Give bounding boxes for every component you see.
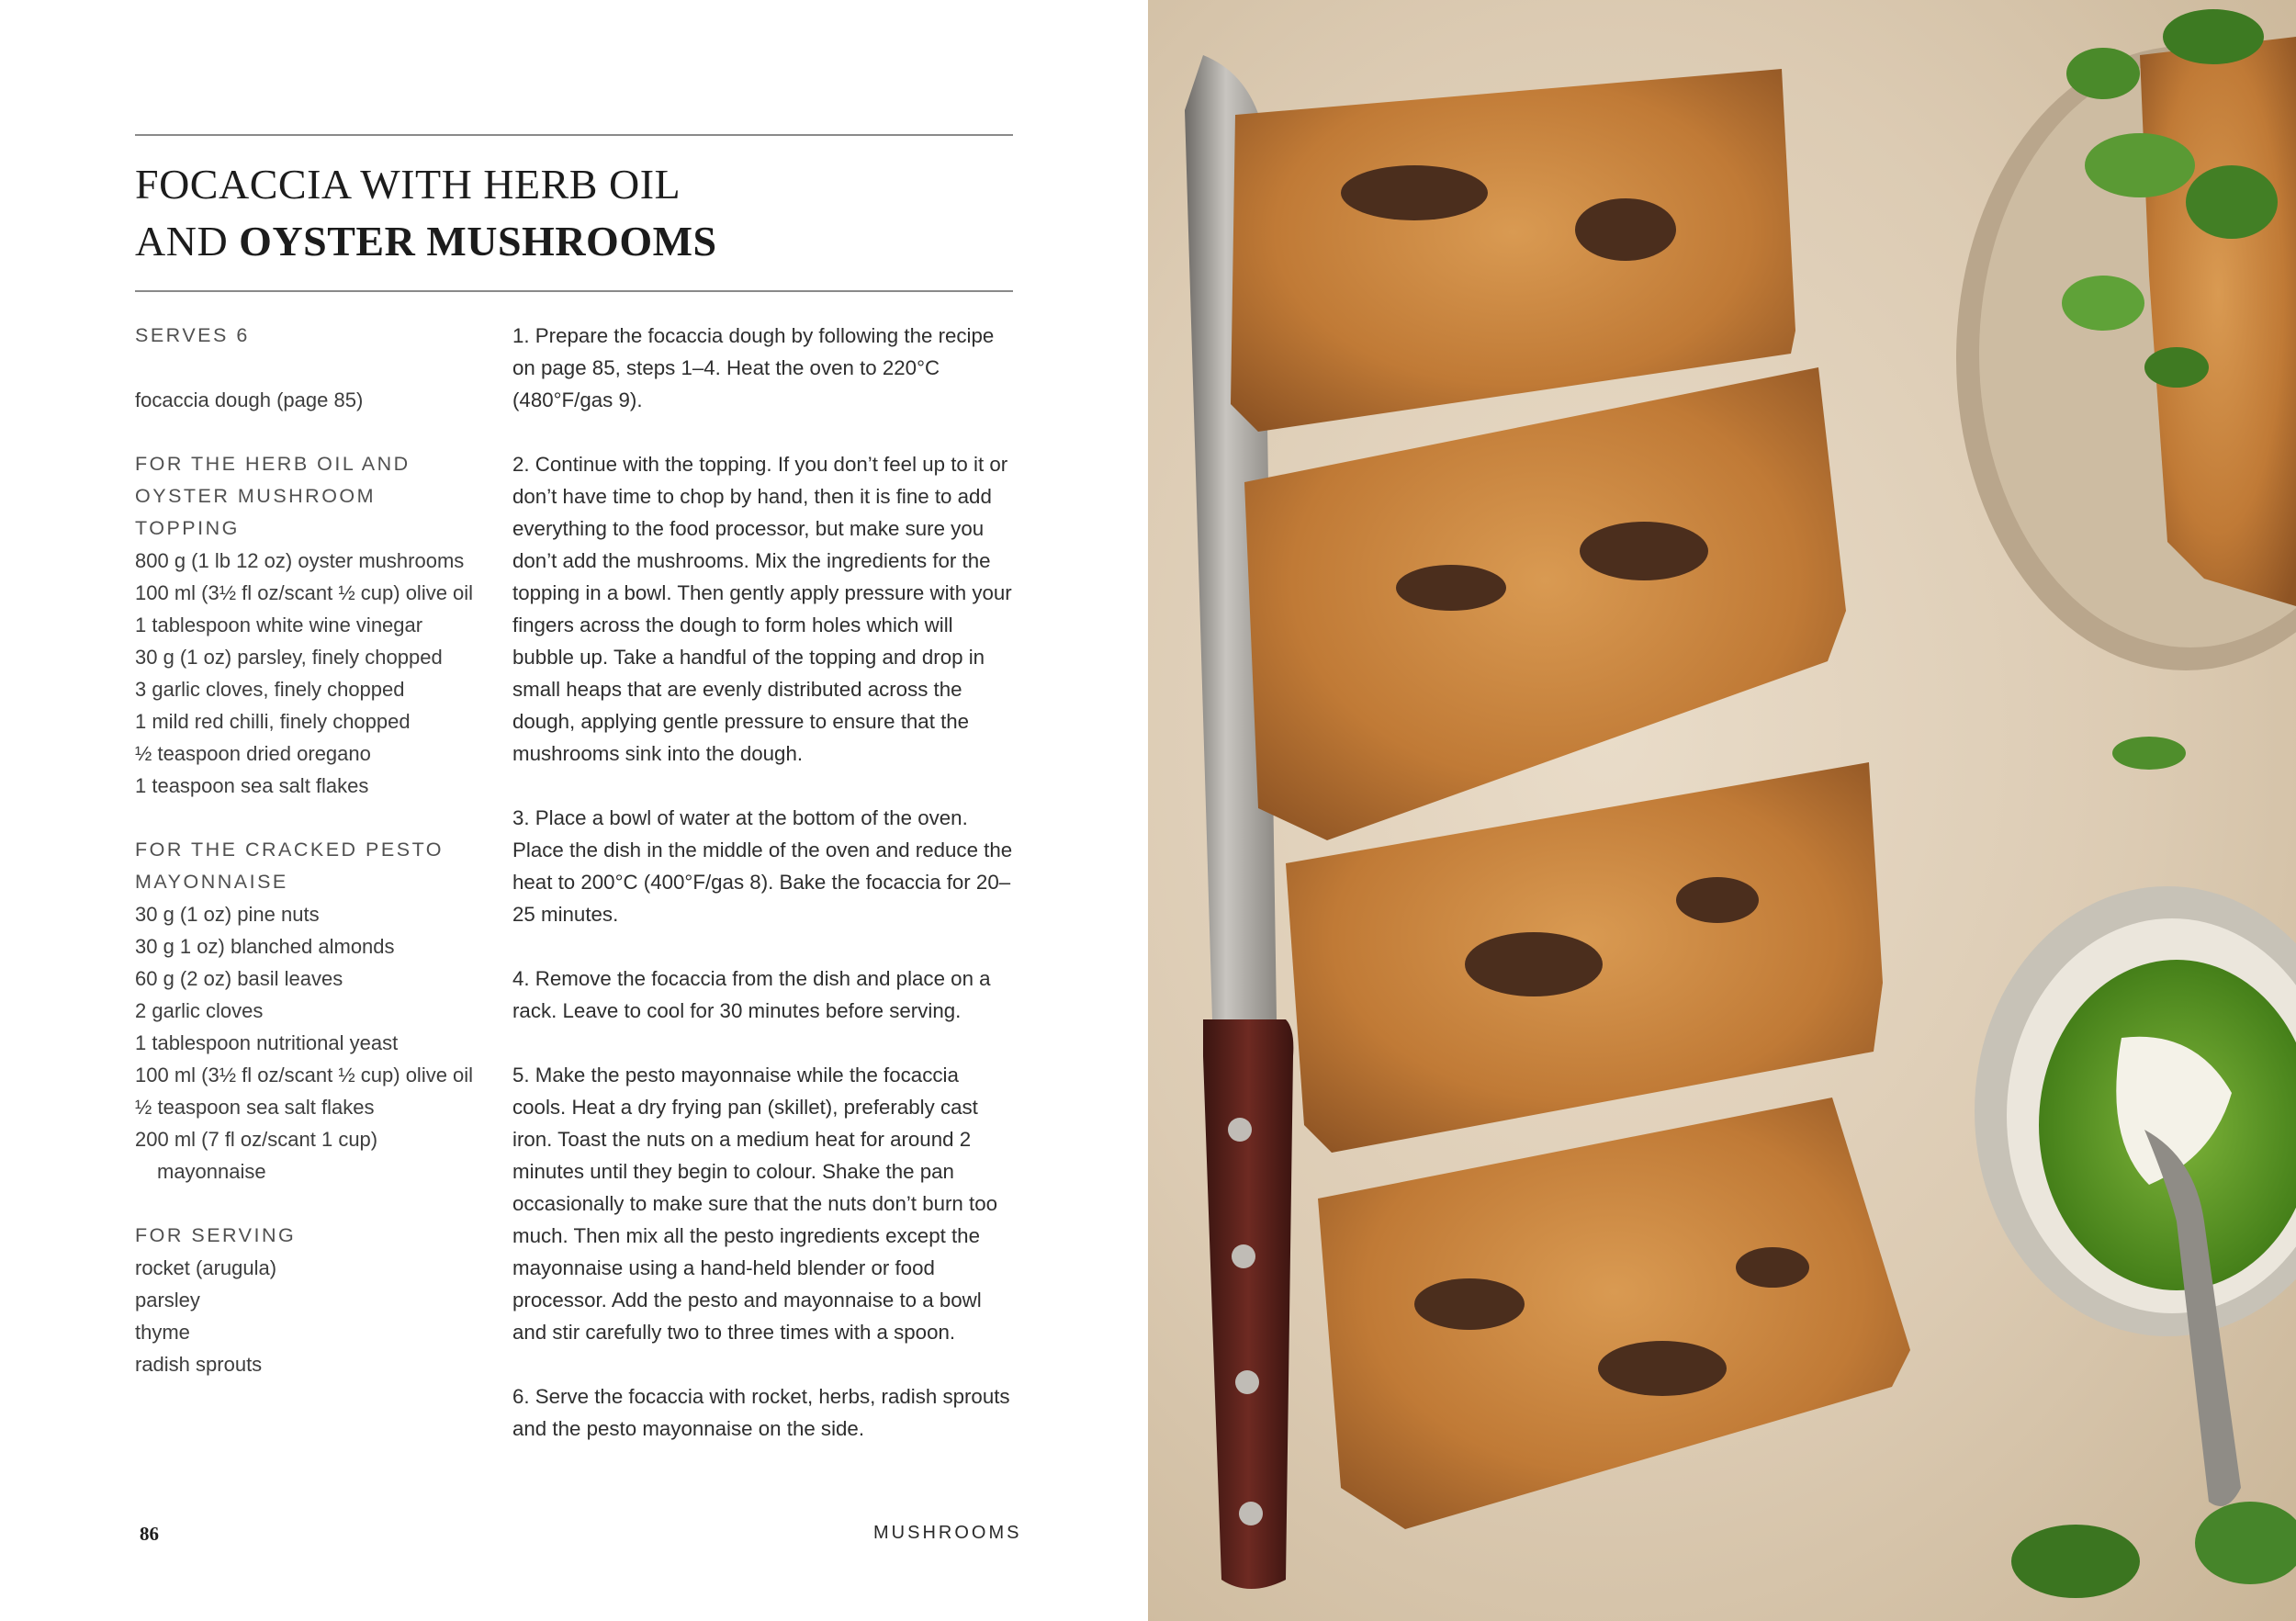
ingredient-item: 30 g (1 oz) parsley, finely chopped [135,646,443,669]
pesto-bowl [1975,886,2296,1506]
method-step: 4. Remove the focaccia from the dish and place on a rack. Leave to cool for 30 minutes before serving. [512,967,991,1022]
title-line-1: FOCACCIA WITH HERB OIL [135,161,681,208]
ingredient-item: 100 ml (3½ fl oz/scant ½ cup) olive oil [135,1064,474,1086]
ingredient-item: 3 garlic cloves, finely chopped [135,678,405,701]
ingredients-column [135,320,484,1380]
ingredient-item: 1 mild red chilli, finely chopped [135,710,411,733]
ingredient-item: rocket (arugula) [135,1256,277,1279]
ingredient-item: parsley [135,1289,200,1311]
ingredient-section-heading: FOR SERVING [135,1224,297,1246]
ingredient-section-heading: MAYONNAISE [135,871,288,893]
ingredient-item: 100 ml (3½ fl oz/scant ½ cup) olive oil [135,581,474,604]
ingredient-section-heading: FOR THE CRACKED PESTO [135,839,445,861]
ingredient-item: 30 g (1 oz) pine nuts [135,903,320,926]
ingredient-item: 60 g (2 oz) basil leaves [135,967,343,990]
ingredient-section [135,1220,484,1380]
ingredient-item: ½ teaspoon dried oregano [135,742,371,765]
ingredient-item: 1 tablespoon white wine vinegar [135,614,423,636]
ingredient-item: 1 teaspoon sea salt flakes [135,774,369,797]
recipe-title [135,156,1017,270]
focaccia-slices [1231,69,1910,1529]
page-number: 86 [140,1523,159,1545]
method-step: 6. Serve the focaccia with rocket, herbs, radish sprouts and the pesto mayonnaise on the side. [512,1385,1010,1440]
ingredient-item: radish sprouts [135,1353,263,1376]
ingredient-item: 30 g 1 oz) blanched almonds [135,935,395,958]
photo-illustration [1148,0,2296,1621]
ingredient-item: 200 ml (7 fl oz/scant 1 cup) mayonnaise [135,1128,378,1183]
title-bottom-rule [135,290,1013,292]
title-line-2 [135,213,1017,270]
title-top-rule [135,134,1013,136]
ingredient-sections [135,448,484,1380]
focaccia-photo [1148,0,2296,1621]
ingredient-item: ½ teaspoon sea salt flakes [135,1096,375,1119]
method-step: 5. Make the pesto mayonnaise while the focaccia cools. Heat a dry frying pan (skillet), preferably cast iron. Toast the nuts on a medium heat for around 2 minutes until they begin to colour. Shake the pan occasionally to make sure that the nuts don’t burn too much. Then mix all the pesto ingredients except the mayonnaise using a hand-held blender or food processor. Add the pesto and mayonnaise to a bowl and stir carefully two to three times with a spoon. [512,1064,998,1344]
plate [1956,37,2296,670]
method-step: 1. Prepare the focaccia dough by following the recipe on page 85, steps 1–4. Heat the oven to 220°C (480°F/gas 9). [512,324,995,411]
ingredient-section [135,834,484,1220]
title-line-2-regular: AND [135,218,240,265]
method-step: 2. Continue with the topping. If you don’t feel up to it or don’t have time to chop by hand, then it is fine to add everything to the food processor, but make sure you don’t add the mushrooms. Mix the ingredients for the topping in a bowl. Then gently apply pressure with your fingers across the dough to form holes which will bubble up. Take a handful of the topping and drop in small heaps that are evenly distributed across the dough, applying gentle pressure to ensure that the mushrooms sink into the dough. [512,453,1012,765]
method-step: 3. Place a bowl of water at the bottom of the oven. Place the dish in the middle of the oven and reduce the heat to 200°C (400°F/gas 8). Bake the focaccia for 20–25 minutes. [512,806,1013,926]
serves-label: SERVES 6 [135,324,250,346]
section-name: MUSHROOMS [873,1523,1022,1543]
ingredient-section-heading: FOR THE HERB OIL AND [135,453,411,475]
ingredient-item: 2 garlic cloves [135,999,264,1022]
title-line-2-bold: OYSTER MUSHROOMS [239,218,717,265]
ingredient-section-heading: OYSTER MUSHROOM TOPPING [135,485,377,539]
ingredient-item: 1 tablespoon nutritional yeast [135,1031,399,1054]
ingredient-section [135,448,484,834]
ingredient-item: 800 g (1 lb 12 oz) oyster mushrooms [135,549,465,572]
base-ingredient: focaccia dough (page 85) [135,388,364,411]
ingredient-item: thyme [135,1321,190,1344]
method-column [512,320,1018,1477]
